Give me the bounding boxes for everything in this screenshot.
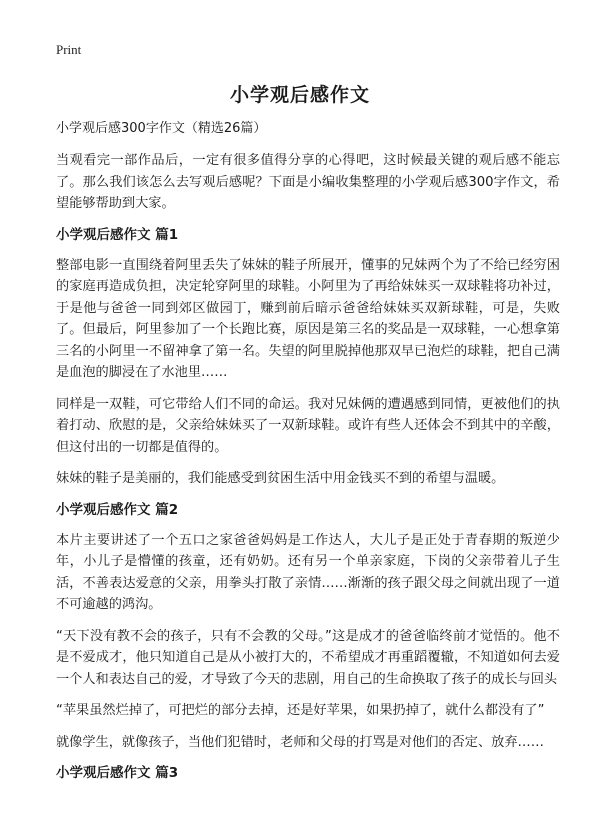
article-subtitle: 小学观后感300字作文（精选26篇）	[56, 121, 267, 136]
section-heading-2: 小学观后感作文 篇2	[56, 501, 179, 518]
intro-paragraph: 当观看完一部作品后，一定有很多值得分享的心得吧，这时候最关键的观后感不能忘了。那么我们该怎么去写观后感呢？下面是小编收集整理的小学观后感300字作文，希望能够帮助到大家。	[56, 153, 560, 211]
section-heading-1: 小学观后感作文 篇1	[56, 226, 179, 243]
paragraph: 就像学生，就像孩子，当他们犯错时，老师和父母的打骂是对他们的否定、放弃……	[56, 734, 544, 750]
paragraph: “苹果虽然烂掉了，可把烂的部分去掉，还是好苹果，如果扔掉了，就什么都没有了”	[56, 703, 545, 718]
section-heading-3: 小学观后感作文 篇3	[56, 765, 179, 781]
paragraph: 整部电影一直围绕着阿里丢失了妹妹的鞋子所展开，懂事的兄妹两个为了不给已经穷困的家庭再造成负担，决定轮穿阿里的球鞋。小阿里为了再给妹妹买一双球鞋将功补过，于是他与爸爸一同到郊区做园丁，赚到前后暗示爸爸给妹妹买双新球鞋，可是，失败了。但最后，阿里参加了一个长跑比赛，原因是第三名的奖品是一双球鞋，一心想拿第三名的小阿里一不留神拿了第一名。失望的阿里脱掉他那双早已泡烂的球鞋，把自己满是血泡的脚浸在了水池里……	[56, 257, 560, 380]
paragraph: 妹妹的鞋子是美丽的，我们能感受到贫困生活中用金钱买不到的希望与温暖。	[56, 471, 505, 486]
paragraph: “天下没有教不会的孩子，只有不会教的父母。”这是成才的爸爸临终前才觉悟的。他不是不爱成才，他只知道自己是从小被打大的，不希望成才再重蹈覆辙，不知道如何去爱一个人和表达自己的爱，才导致了今天的悲剧，用自己的生命换取了孩子的成长与回头	[56, 628, 560, 687]
page-title: 小学观后感作文	[229, 84, 370, 106]
article-body	[56, 120, 560, 793]
paragraph: 本片主要讲述了一个五口之家爸爸妈妈是工作达人，大儿子是正处于青春期的叛逆少年，小儿子是懵懂的孩童，还有奶奶。还有另一个单亲家庭，下岗的父亲带着儿子生活，不善表达爱意的父亲，用拳头打散了亲情……渐渐的孩子跟父母之间就出现了一道不可逾越的鸿沟。	[56, 532, 560, 612]
print-link[interactable]: Print	[56, 42, 82, 57]
paragraph: 同样是一双鞋，可它带给人们不同的命运。我对兄妹俩的遭遇感到同情，更被他们的执着打动、欣慰的是，父亲给妹妹买了一双新球鞋。或许有些人还体会不到其中的辛酸，但这付出的一切都是值得的。	[56, 396, 560, 455]
